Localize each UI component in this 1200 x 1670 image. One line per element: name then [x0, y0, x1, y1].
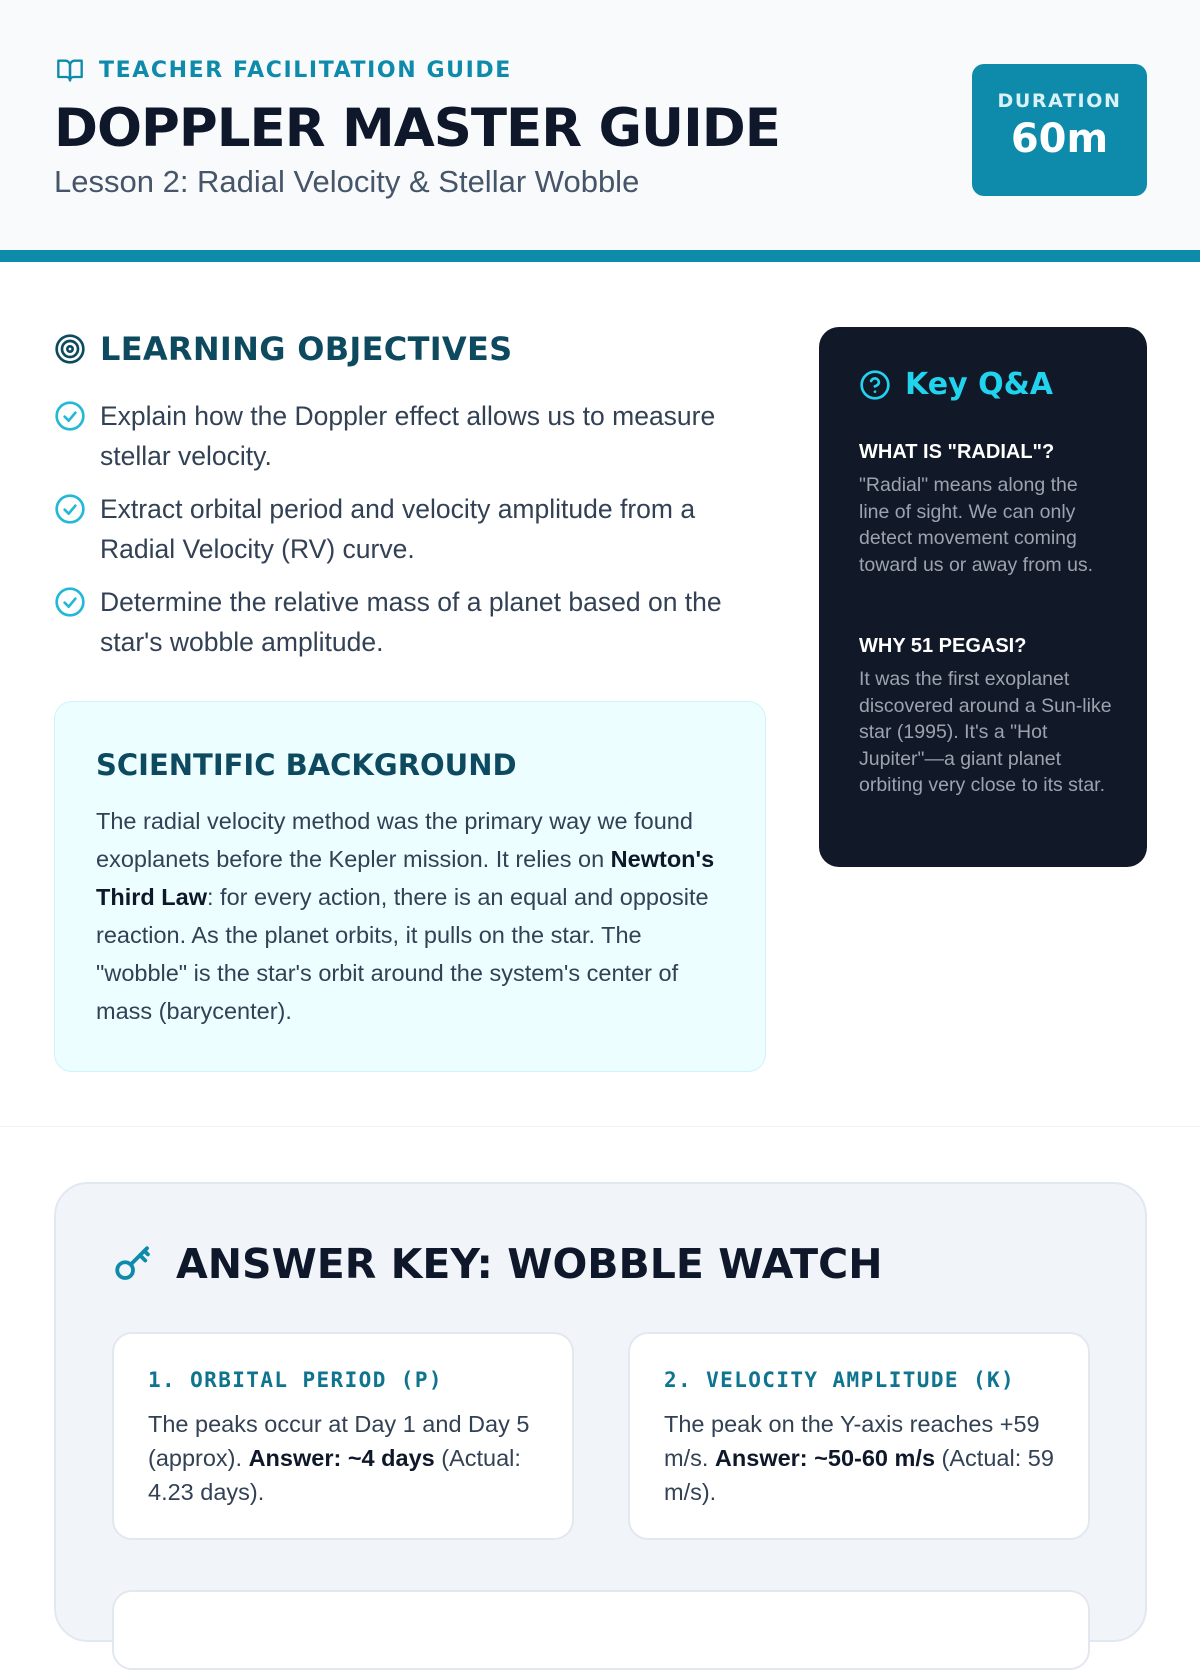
answer-card-answer: Answer: ~4 days [248, 1445, 435, 1471]
objectives-heading [54, 330, 512, 368]
background-text-bold: Newton's Third Law [96, 846, 715, 910]
qa-question: WHAT IS "RADIAL"? [859, 441, 1055, 463]
answer-card-text-start: The peaks occur at Day 1 and Day 5 (approx). [148, 1411, 530, 1471]
duration-badge [972, 64, 1147, 196]
page-subtitle: Lesson 2: Radial Velocity & Stellar Wobble [54, 164, 640, 199]
answer-card-title: 1. ORBITAL PERIOD (P) [148, 1368, 443, 1392]
qa-question: WHY 51 PEGASI? [859, 635, 1027, 657]
key-qa-card [819, 327, 1147, 867]
answer-card-text-end: (Actual: 4.23 days). [148, 1445, 521, 1505]
duration-label: DURATION [997, 90, 1122, 112]
qa-heading-label: Key Q&A [905, 367, 1053, 402]
answer-card-orbital-period [112, 1332, 574, 1540]
answer-card-velocity-amplitude [628, 1332, 1090, 1540]
objective-item [54, 396, 774, 476]
objective-text: Extract orbital period and velocity amplitude from a Radial Velocity (RV) curve. [100, 494, 696, 564]
objectives-list [54, 396, 774, 675]
qa-heading [859, 367, 1053, 402]
check-circle-icon [54, 493, 86, 525]
eyebrow-label: TEACHER FACILITATION GUIDE [99, 57, 512, 83]
answer-card-title: 2. VELOCITY AMPLITUDE (K) [664, 1368, 1016, 1392]
answer-card-text-end: (Actual: 59 m/s). [664, 1445, 1054, 1505]
objective-text: Explain how the Doppler effect allows us to measure stellar velocity. [100, 401, 716, 471]
check-circle-icon [54, 586, 86, 618]
objective-text: Determine the relative mass of a planet based on the star's wobble amplitude. [100, 587, 722, 657]
answer-key-panel [54, 1182, 1147, 1642]
qa-answer: "Radial" means along the line of sight. We can only detect movement coming toward us or away from us. [859, 474, 1094, 576]
page-title: DOPPLER MASTER GUIDE [54, 98, 780, 159]
help-circle-icon [859, 369, 891, 401]
target-icon [54, 333, 86, 365]
answer-card-text [148, 1407, 548, 1509]
answer-card-text [664, 1407, 1064, 1509]
answer-key-heading-label: ANSWER KEY: WOBBLE WATCH [176, 1240, 883, 1288]
objective-item [54, 489, 774, 569]
section-divider [0, 1126, 1200, 1127]
scientific-background-box [54, 701, 766, 1072]
answer-card-partial [112, 1590, 1090, 1670]
check-circle-icon [54, 400, 86, 432]
answer-key-heading [112, 1240, 883, 1288]
eyebrow [55, 56, 512, 84]
page-header [0, 0, 1200, 262]
background-text-start: The radial velocity method was the primary way we found exoplanets before the Kepler mission. It relies on [96, 808, 693, 872]
objective-item [54, 582, 774, 662]
duration-value: 60m [1010, 116, 1109, 162]
scientific-background-text [96, 802, 736, 1030]
objectives-heading-label: LEARNING OBJECTIVES [100, 330, 513, 368]
answer-card-answer: Answer: ~50-60 m/s [714, 1445, 936, 1471]
scientific-background-title: SCIENTIFIC BACKGROUND [96, 748, 517, 782]
answer-card-text-start: The peak on the Y-axis reaches +59 m/s. [664, 1411, 1040, 1471]
background-text-end: : for every action, there is an equal and opposite reaction. As the planet orbits, it pulls on the star. The "wobble" is the star's orbit around the system's center of mass (barycenter). [96, 884, 709, 1024]
book-open-icon [55, 56, 85, 84]
qa-answer: It was the first exoplanet discovered around a Sun-like star (1995). It's a "Hot Jupiter"—a giant planet orbiting very close to its star. [859, 668, 1112, 796]
key-icon [112, 1243, 154, 1285]
